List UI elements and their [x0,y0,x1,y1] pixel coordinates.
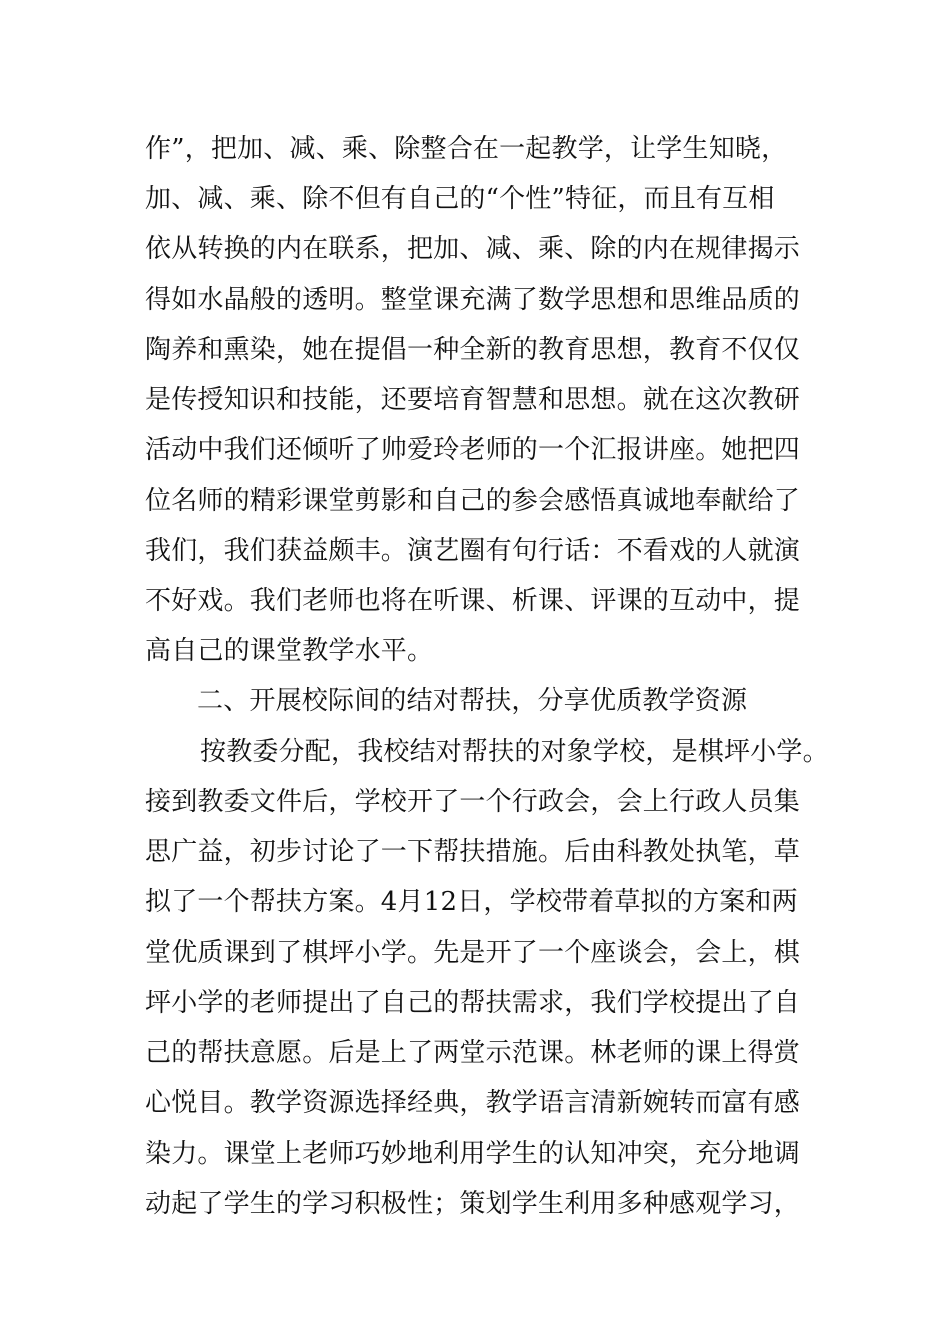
body-text-line: 思广益，初步讨论了一下帮扶措施。后由科教处执笔，草 [145,837,801,867]
body-text-line: 按教委分配，我校结对帮扶的对象学校，是棋坪小学。 [200,737,829,767]
body-text-line: 拟了一个帮扶方案。4月12日，学校带着草拟的方案和两 [145,887,798,917]
body-text-line: 依从转换的内在联系，把加、减、乘、除的内在规律揭示 [145,234,801,264]
body-text-line: 是传授知识和技能，还要培育智慧和思想。就在这次教研 [145,385,801,415]
body-text-line: 己的帮扶意愿。后是上了两堂示范课。林老师的课上得赏 [145,1038,801,1068]
body-text-line: 位名师的精彩课堂剪影和自己的参会感悟真诚地奉献给了 [145,486,801,516]
body-text-line: 活动中我们还倾听了帅爱玲老师的一个汇报讲座。她把四 [145,435,801,465]
body-text-line: 得如水晶般的透明。整堂课充满了数学思想和思维品质的 [145,285,801,315]
body-text-line: 动起了学生的学习积极性；策划学生利用多种感观学习， [145,1189,801,1219]
body-text-line: 坪小学的老师提出了自己的帮扶需求，我们学校提出了自 [145,988,801,1018]
body-text-line: 不好戏。我们老师也将在听课、析课、评课的互动中，提 [145,586,801,616]
body-text-line: 染力。课堂上老师巧妙地利用学生的认知冲突，充分地调 [145,1139,801,1169]
section-heading: 二、开展校际间的结对帮扶，分享优质教学资源 [197,686,748,716]
body-text-line: 接到教委文件后，学校开了一个行政会，会上行政人员集 [145,787,801,817]
body-text-line: 高自己的课堂教学水平。 [145,636,434,666]
body-text-line: 加、减、乘、除不但有自己的“个性”特征，而且有互相 [145,184,775,214]
body-text-line: 心悦目。教学资源选择经典，教学语言清新婉转而富有感 [145,1088,801,1118]
body-text-line: 我们，我们获益颇丰。演艺圈有句行话：不看戏的人就演 [145,536,801,566]
body-text-line: 堂优质课到了棋坪小学。先是开了一个座谈会，会上，棋 [145,938,801,968]
body-text-line: 陶养和熏染，她在提倡一种全新的教育思想，教育不仅仅 [145,335,801,365]
body-text-line: 作”，把加、减、乘、除整合在一起教学，让学生知晓， [145,134,788,164]
